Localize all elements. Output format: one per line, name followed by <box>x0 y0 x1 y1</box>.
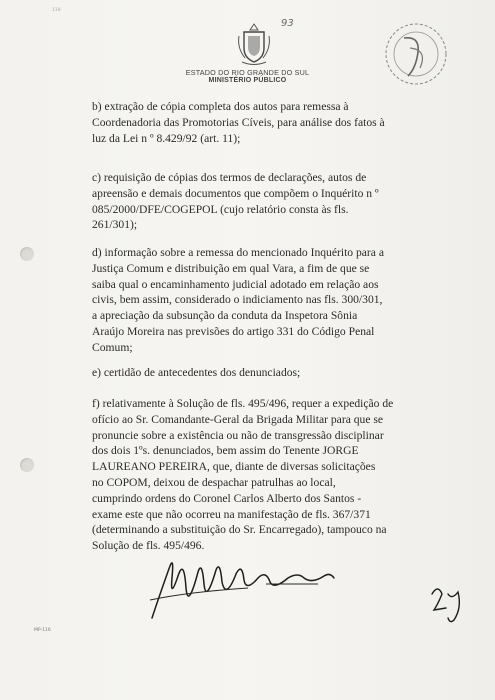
text-line: saiba qual o encaminhamento judicial adotado em relação aos <box>92 277 379 291</box>
text-line: cumprindo ordens do Coronel Carlos Alberto dos Santos - <box>92 491 362 505</box>
text-line: ofício ao Sr. Comandante-Geral da Brigada Militar para que se <box>92 412 384 426</box>
text-line: no COPOM, deixou de despachar patrulhas ao local, <box>92 475 336 489</box>
text-line: exame este que não ocorreu na manifestação de fls. 367/371 <box>92 507 371 521</box>
text-line: f) relativamente à Solução de fls. 495/496, requer a expedição de <box>92 397 394 410</box>
text-line: d) informação sobre a remessa do mencionado Inquérito para a <box>92 246 384 259</box>
text-line: (determinando a substituição do Sr. Encarregado), tampouco na <box>92 523 387 537</box>
paragraph-c <box>92 170 442 233</box>
text-line: c) requisição de cópias dos termos de declarações, autos de <box>92 171 367 184</box>
text-line: civis, bem assim, considerado o indiciamento nas fls. 300/301, <box>92 293 383 307</box>
text-line: pronuncie sobre a existência ou não de transgressão disciplinar <box>92 428 384 442</box>
text-line: Araújo Moreira nas previsões do artigo 331 do Código Penal <box>92 324 375 338</box>
text-line: Coordenadoria das Promotorias Cíveis, para análise dos fatos à <box>92 115 385 129</box>
punch-hole-top <box>20 247 34 261</box>
coat-of-arms-icon <box>236 22 272 66</box>
text-line: Justiça Comum e distribuição em qual Vara, a fim de que se <box>92 261 370 275</box>
paragraph-f <box>92 396 442 554</box>
text-line: LAUREANO PEREIRA, que, diante de diversas solicitações <box>92 460 376 474</box>
text-line: a apreciação da subsunção da conduta da Inspetora Sônia <box>92 309 358 323</box>
state-heading: ESTADO DO RIO GRANDE DO SUL <box>185 68 310 77</box>
punch-hole-bottom <box>20 458 34 472</box>
text-line: Comum; <box>92 340 133 354</box>
form-code: MP-116 <box>34 628 51 633</box>
text-line: dos dois 1ºs. denunciados, bem assim do Tenente JORGE <box>92 444 359 458</box>
paragraph-b <box>92 99 442 146</box>
handwritten-signature <box>148 548 338 626</box>
text-line: luz da Lei n º 8.429/92 (art. 11); <box>92 131 241 145</box>
text-line: b) extração de cópia completa dos autos para remessa à <box>92 100 349 113</box>
text-line: e) certidão de antecedentes dos denunciados; <box>92 366 301 379</box>
page-number: 93 <box>281 18 294 29</box>
paragraph-e <box>92 365 442 381</box>
text-line: apreensão e demais documentos que compõem o Inquérito n º <box>92 186 379 200</box>
official-stamp-icon <box>380 18 450 92</box>
text-line: Solução de fls. 495/496. <box>92 539 205 553</box>
corner-mark: 118 <box>52 8 61 13</box>
text-line: 261/301); <box>92 218 138 232</box>
handwritten-initials <box>428 580 468 626</box>
text-line: 085/2000/DFE/COGEPOL (cujo relatório consta às fls. <box>92 202 349 216</box>
ministry-heading: MINISTÉRIO PÚBLICO <box>208 77 287 84</box>
paragraph-d <box>92 245 442 356</box>
